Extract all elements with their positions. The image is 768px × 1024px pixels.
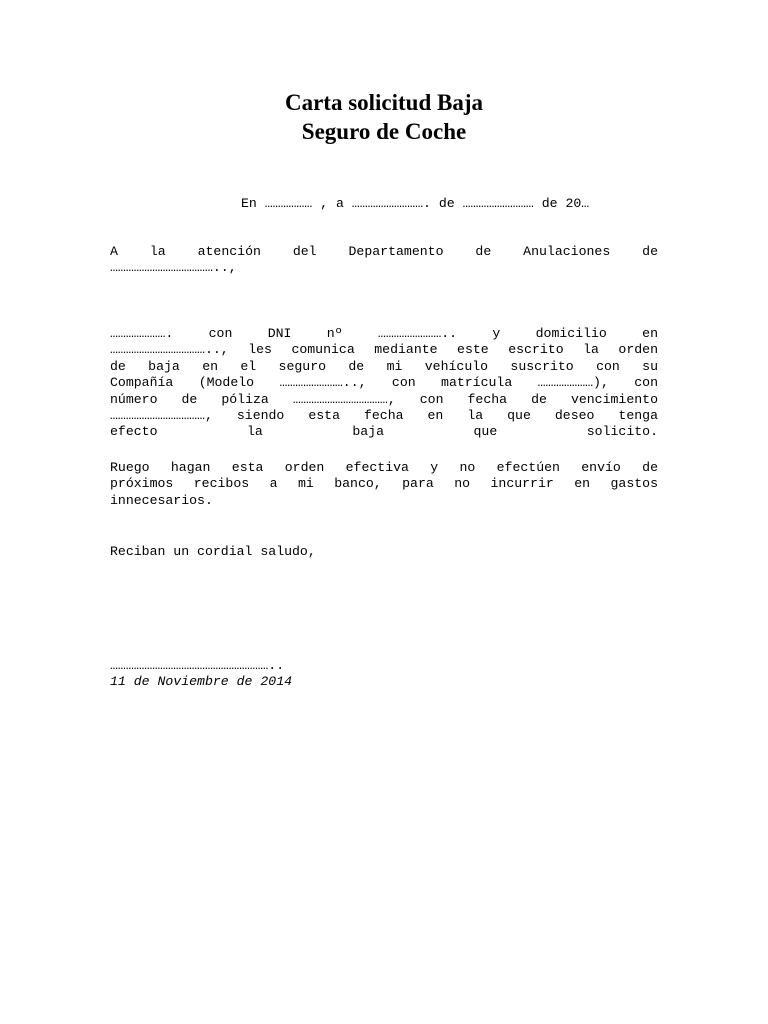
closing-salutation: Reciban un cordial saludo, — [110, 544, 316, 559]
body-paragraph — [110, 326, 658, 441]
body-line-7: efecto la baja que solicito. — [110, 424, 658, 440]
request-line-3: innecesarios. — [110, 492, 213, 508]
body-line-3: de baja en el seguro de mi vehículo suscrito con su — [110, 358, 658, 374]
attention-paragraph — [110, 244, 658, 277]
body-line-2: ……………………………….., les comunica mediante este escrito la orden — [110, 342, 658, 358]
date-place-line: En ……………… , a ………………………. de ……………………… de 20… — [241, 196, 590, 211]
body-line-1: …………………. con DNI nº …………………….. y domicilio en — [110, 326, 658, 341]
signature-date: 11 de Noviembre de 2014 — [110, 674, 293, 689]
attention-line-2: ………………………………….., — [110, 260, 237, 276]
body-line-6: ………………………………, siendo esta fecha en la que deseo tenga — [110, 408, 658, 424]
request-line-1: Ruego hagan esta orden efectiva y no efectúen envío de — [110, 460, 658, 475]
body-line-4: Compañía (Modelo …………………….., con matrícula …………………), con — [110, 375, 658, 391]
document-title-line-2: Seguro de Coche — [301, 119, 467, 144]
request-paragraph — [110, 460, 658, 509]
document-title-line-1: Carta solicitud Baja — [284, 90, 484, 115]
body-line-5: número de póliza ………………………………, con fecha de vencimiento — [110, 391, 658, 407]
attention-line-1: A la atención del Departamento de Anulaciones de — [110, 244, 658, 259]
request-line-2: próximos recibos a mi banco, para no incurrir en gastos — [110, 476, 658, 492]
signature-line: …………………………………………………….. — [110, 658, 285, 673]
